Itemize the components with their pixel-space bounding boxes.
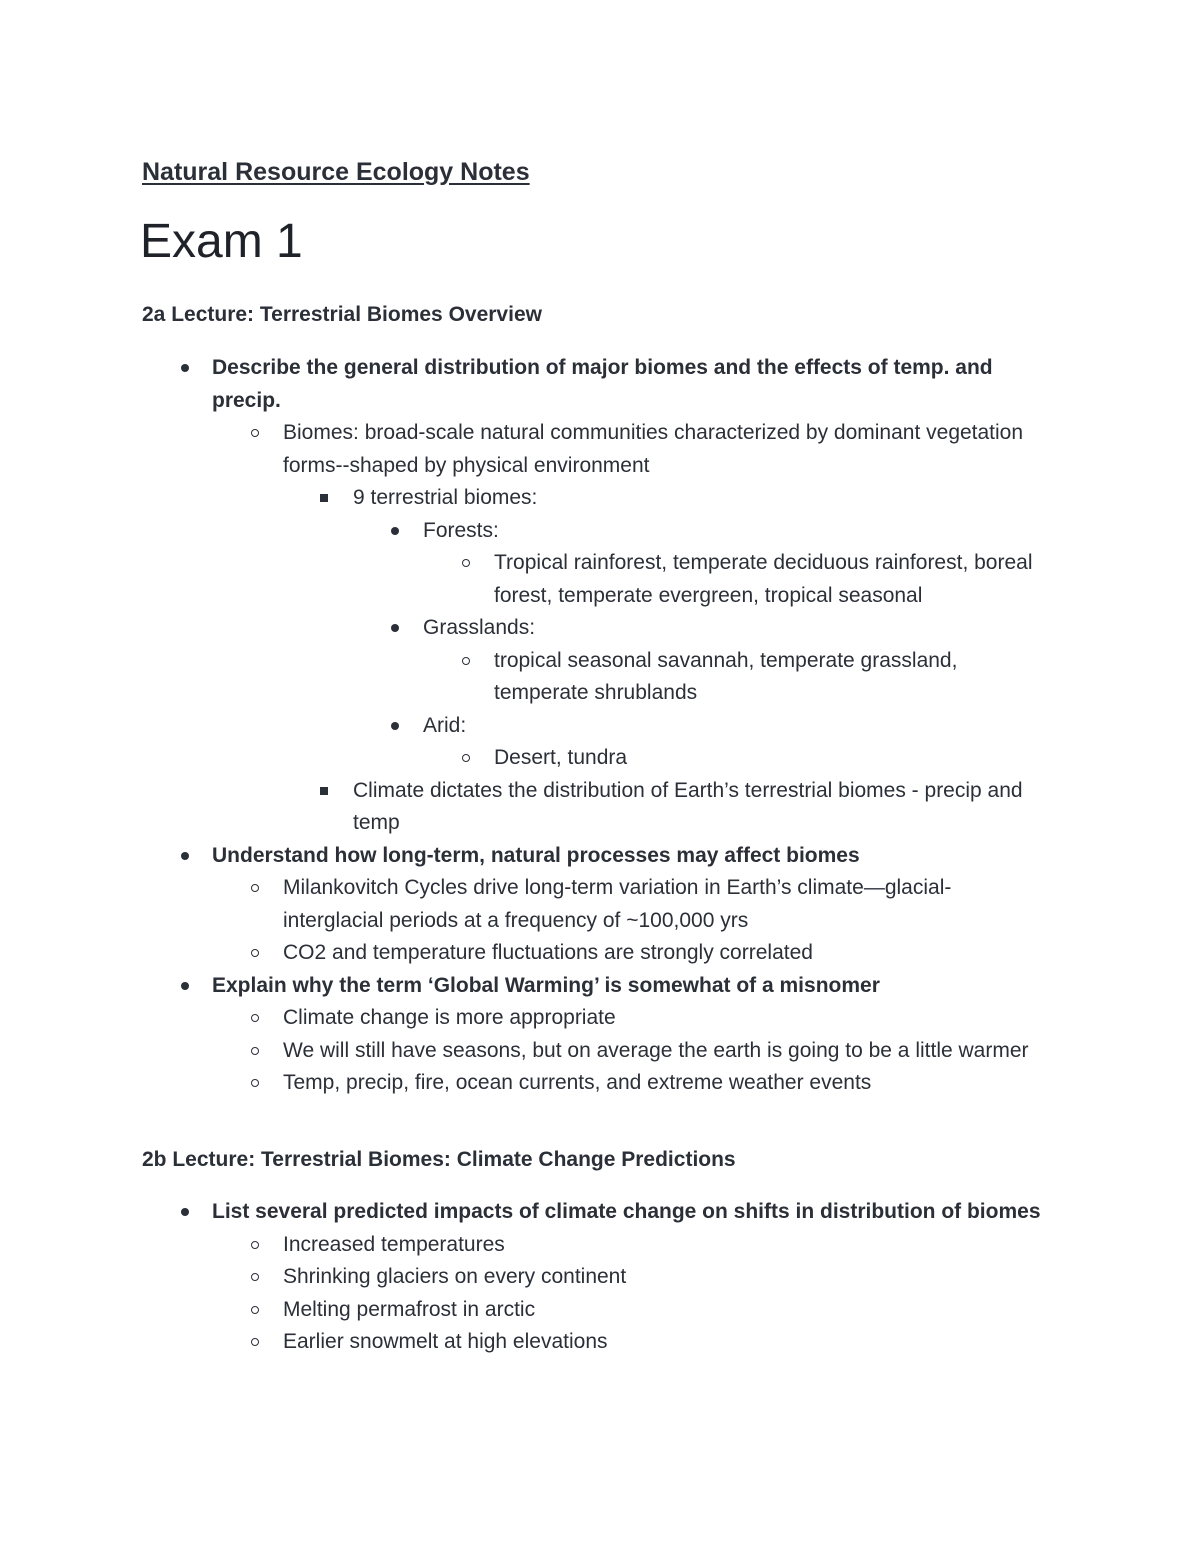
list-item: Milankovitch Cycles drive long-term variation in Earth’s climate—glacial-interglacial periods at a frequency of ~100,000 yrs [0, 872, 1200, 937]
list-item: CO2 and temperature fluctuations are strongly correlated [0, 937, 1200, 970]
list-item: Increased temperatures [0, 1229, 1200, 1262]
section-2b-list [0, 1196, 1200, 1359]
list-item: We will still have seasons, but on average the earth is going to be a little warmer [0, 1035, 1200, 1068]
filled-bullet-icon [391, 527, 399, 535]
list-item: Grasslands: [0, 612, 1200, 645]
list-item: List several predicted impacts of climate change on shifts in distribution of biomes [0, 1196, 1200, 1229]
hollow-bullet-icon [251, 1306, 259, 1314]
list-item: Biomes: broad-scale natural communities characterized by dominant vegetation forms--shaped by physical environment [0, 417, 1200, 482]
filled-bullet-icon [391, 624, 399, 632]
list-item: Earlier snowmelt at high elevations [0, 1326, 1200, 1359]
section-heading-2a: 2a Lecture: Terrestrial Biomes Overview [142, 303, 542, 326]
list-item: Forests: [0, 515, 1200, 548]
square-bullet-icon [320, 787, 328, 795]
list-item: Climate dictates the distribution of Earth’s terrestrial biomes - precip and temp [0, 775, 1200, 840]
list-item: Desert, tundra [0, 742, 1200, 775]
list-item: Melting permafrost in arctic [0, 1294, 1200, 1327]
list-item: Arid: [0, 710, 1200, 743]
hollow-bullet-icon [462, 754, 470, 762]
document-title: Natural Resource Ecology Notes [142, 158, 530, 186]
hollow-bullet-icon [462, 657, 470, 665]
section-2a-list [0, 352, 1200, 1100]
list-item: Temp, precip, fire, ocean currents, and extreme weather events [0, 1067, 1200, 1100]
filled-bullet-icon [181, 852, 189, 860]
list-item: Tropical rainforest, temperate deciduous rainforest, boreal forest, temperate evergreen, tropical seasonal [0, 547, 1200, 612]
square-bullet-icon [320, 494, 328, 502]
hollow-bullet-icon [251, 1338, 259, 1346]
hollow-bullet-icon [251, 429, 259, 437]
filled-bullet-icon [181, 1208, 189, 1216]
exam-heading: Exam 1 [140, 215, 303, 268]
list-item: Explain why the term ‘Global Warming’ is somewhat of a misnomer [0, 970, 1200, 1003]
filled-bullet-icon [181, 364, 189, 372]
filled-bullet-icon [181, 982, 189, 990]
list-item: Understand how long-term, natural processes may affect biomes [0, 840, 1200, 873]
hollow-bullet-icon [251, 1273, 259, 1281]
hollow-bullet-icon [251, 884, 259, 892]
hollow-bullet-icon [251, 1047, 259, 1055]
list-item: 9 terrestrial biomes: [0, 482, 1200, 515]
list-item: Shrinking glaciers on every continent [0, 1261, 1200, 1294]
hollow-bullet-icon [251, 1014, 259, 1022]
hollow-bullet-icon [251, 1079, 259, 1087]
list-item: Climate change is more appropriate [0, 1002, 1200, 1035]
hollow-bullet-icon [462, 559, 470, 567]
list-item: Describe the general distribution of major biomes and the effects of temp. and precip. [0, 352, 1200, 417]
list-item: tropical seasonal savannah, temperate grassland, temperate shrublands [0, 645, 1200, 710]
hollow-bullet-icon [251, 949, 259, 957]
filled-bullet-icon [391, 722, 399, 730]
section-heading-2b: 2b Lecture: Terrestrial Biomes: Climate Change Predictions [142, 1148, 736, 1171]
hollow-bullet-icon [251, 1241, 259, 1249]
